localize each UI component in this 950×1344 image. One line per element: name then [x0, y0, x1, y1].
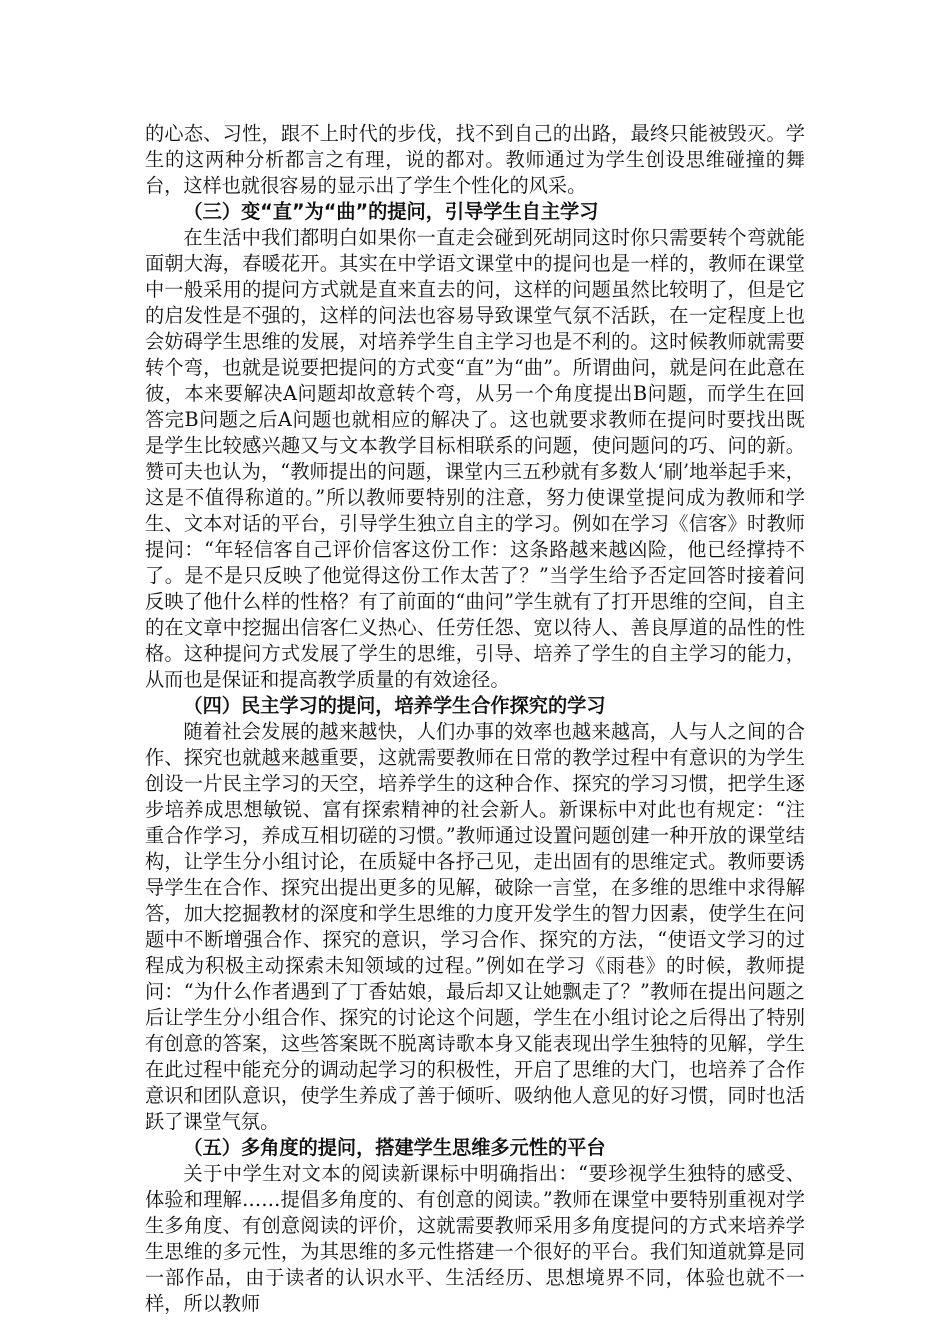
- section-heading-5: （五）多角度的提问，搭建学生思维多元性的平台: [183, 1136, 606, 1159]
- section-body-4: 随着社会发展的越来越快，人们办事的效率也越来越高，人与人之间的合作、探究也就越来越重要，这就需要教师在日常的教学过程中有意识的为学生创设一片民主学习的天空，培养学生的这种合作、探究的学习习惯，把学生逐步培养成思想敏锐、富有探索精神的社会新人。新课标中对此也有规定：“注重合作学习，养成互相切磋的习惯。”教师通过设置问题创建一种开放的课堂结构，让学生分小组讨论，在质疑中各抒己见，走出固有的思维定式。教师要诱导学生在合作、探究出提出更多的见解，破除一言堂，在多维的思维中求得解答，加大挖掘教材的深度和学生思维的力度开发学生的智力因素，使学生在问题中不断增强合作、探究的意识，学习合作、探究的方法，“使语文学习的过程成为积极主动探索未知领域的过程。”例如在学习《雨巷》的时候，教师提问：“为什么作者遇到了丁香姑娘，最后却又让她飘走了？”教师在提出问题之后让学生分小组合作、探究的讨论这个问题，学生在小组讨论之后得出了特别有创意的答案，这些答案既不脱离诗歌本身又能表现出学生独特的见解，学生在此过程中能充分的调动起学习的积极性，开启了思维的大门，也培养了合作意识和团队意识，使学生养成了善于倾听、吸纳他人意见的好习惯，同时也活跃了课堂气氛。: [145, 720, 805, 1133]
- section-body-5: 关于中学生对文本的阅读新课标中明确指出：“要珍视学生独特的感受、体验和理解……提倡多角度的、有创意的阅读。”教师在课堂中要特别重视对学生多角度、有创意阅读的评价，这就需要教师采用多角度提问的方式来培养学生思维的多元性，为其思维的多元性搭建一个很好的平台。我们知道就算是同一部作品，由于读者的认识水平、生活经历、思想境界不同，体验也就不一样，所以教师: [145, 1162, 805, 1315]
- section-body-3: 在生活中我们都明白如果你一直走会碰到死胡同这时你只需要转个弯就能面朝大海，春暖花开。其实在中学语文课堂中的提问也是一样的，教师在课堂中一般采用的提问方式就是直来直去的问，这样的问题虽然比较明了，但是它的启发性是不强的，这样的问法也容易导致课堂气氛不活跃，在一定程度上也会妨碍学生思维的发展，对培养学生自主学习也是不利的。这时候教师就需要转个弯，也就是说要把提问的方式变“直”为“曲”。所谓曲问，就是问在此意在彼，本来要解决A问题却故意转个弯，从另一个角度提出B问题，而学生在回答完B问题之后A问题也就相应的解决了。这也就要求教师在提问时要找出既是学生比较感兴趣又与文本教学目标相联系的问题，使问题问的巧、问的新。赞可夫也认为，“教师提出的问题，课堂内三五秒就有多数人‘刷’地举起手来，这是不值得称道的。”所以教师要特别的注意，努力使课堂提问成为教师和学生、文本对话的平台，引导学生独立自主的学习。例如在学习《信客》时教师提问：“年轻信客自己评价信客这份工作：这条路越来越凶险，他已经撑持不了。是不是只反映了他觉得这份工作太苦了？”当学生给予否定回答时接着问反映了他什么样的性格？有了前面的“曲问”学生就有了打开思维的空间，自主的在文章中挖掘出信客仁义热心、任劳任怨、宽以待人、善良厚道的品性的性格。这种提问方式发展了学生的思维，引导、培养了学生的自主学习的能力，从而也是保证和提高教学质量的有效途径。: [145, 226, 805, 691]
- intro-paragraph: 的心态、习性，跟不上时代的步伐，找不到自己的出路，最终只能被毁灭。学生的这两种分析都言之有理，说的都对。教师通过为学生创设思维碰撞的舞台，这样也就很容易的显示出了学生个性化的风采。: [145, 122, 805, 197]
- document-page: [145, 121, 805, 1317]
- section-heading-3: （三）变“直”为“曲”的提问，引导学生自主学习: [183, 200, 599, 223]
- section-heading-4: （四）民主学习的提问，培养学生合作探究的学习: [183, 694, 606, 717]
